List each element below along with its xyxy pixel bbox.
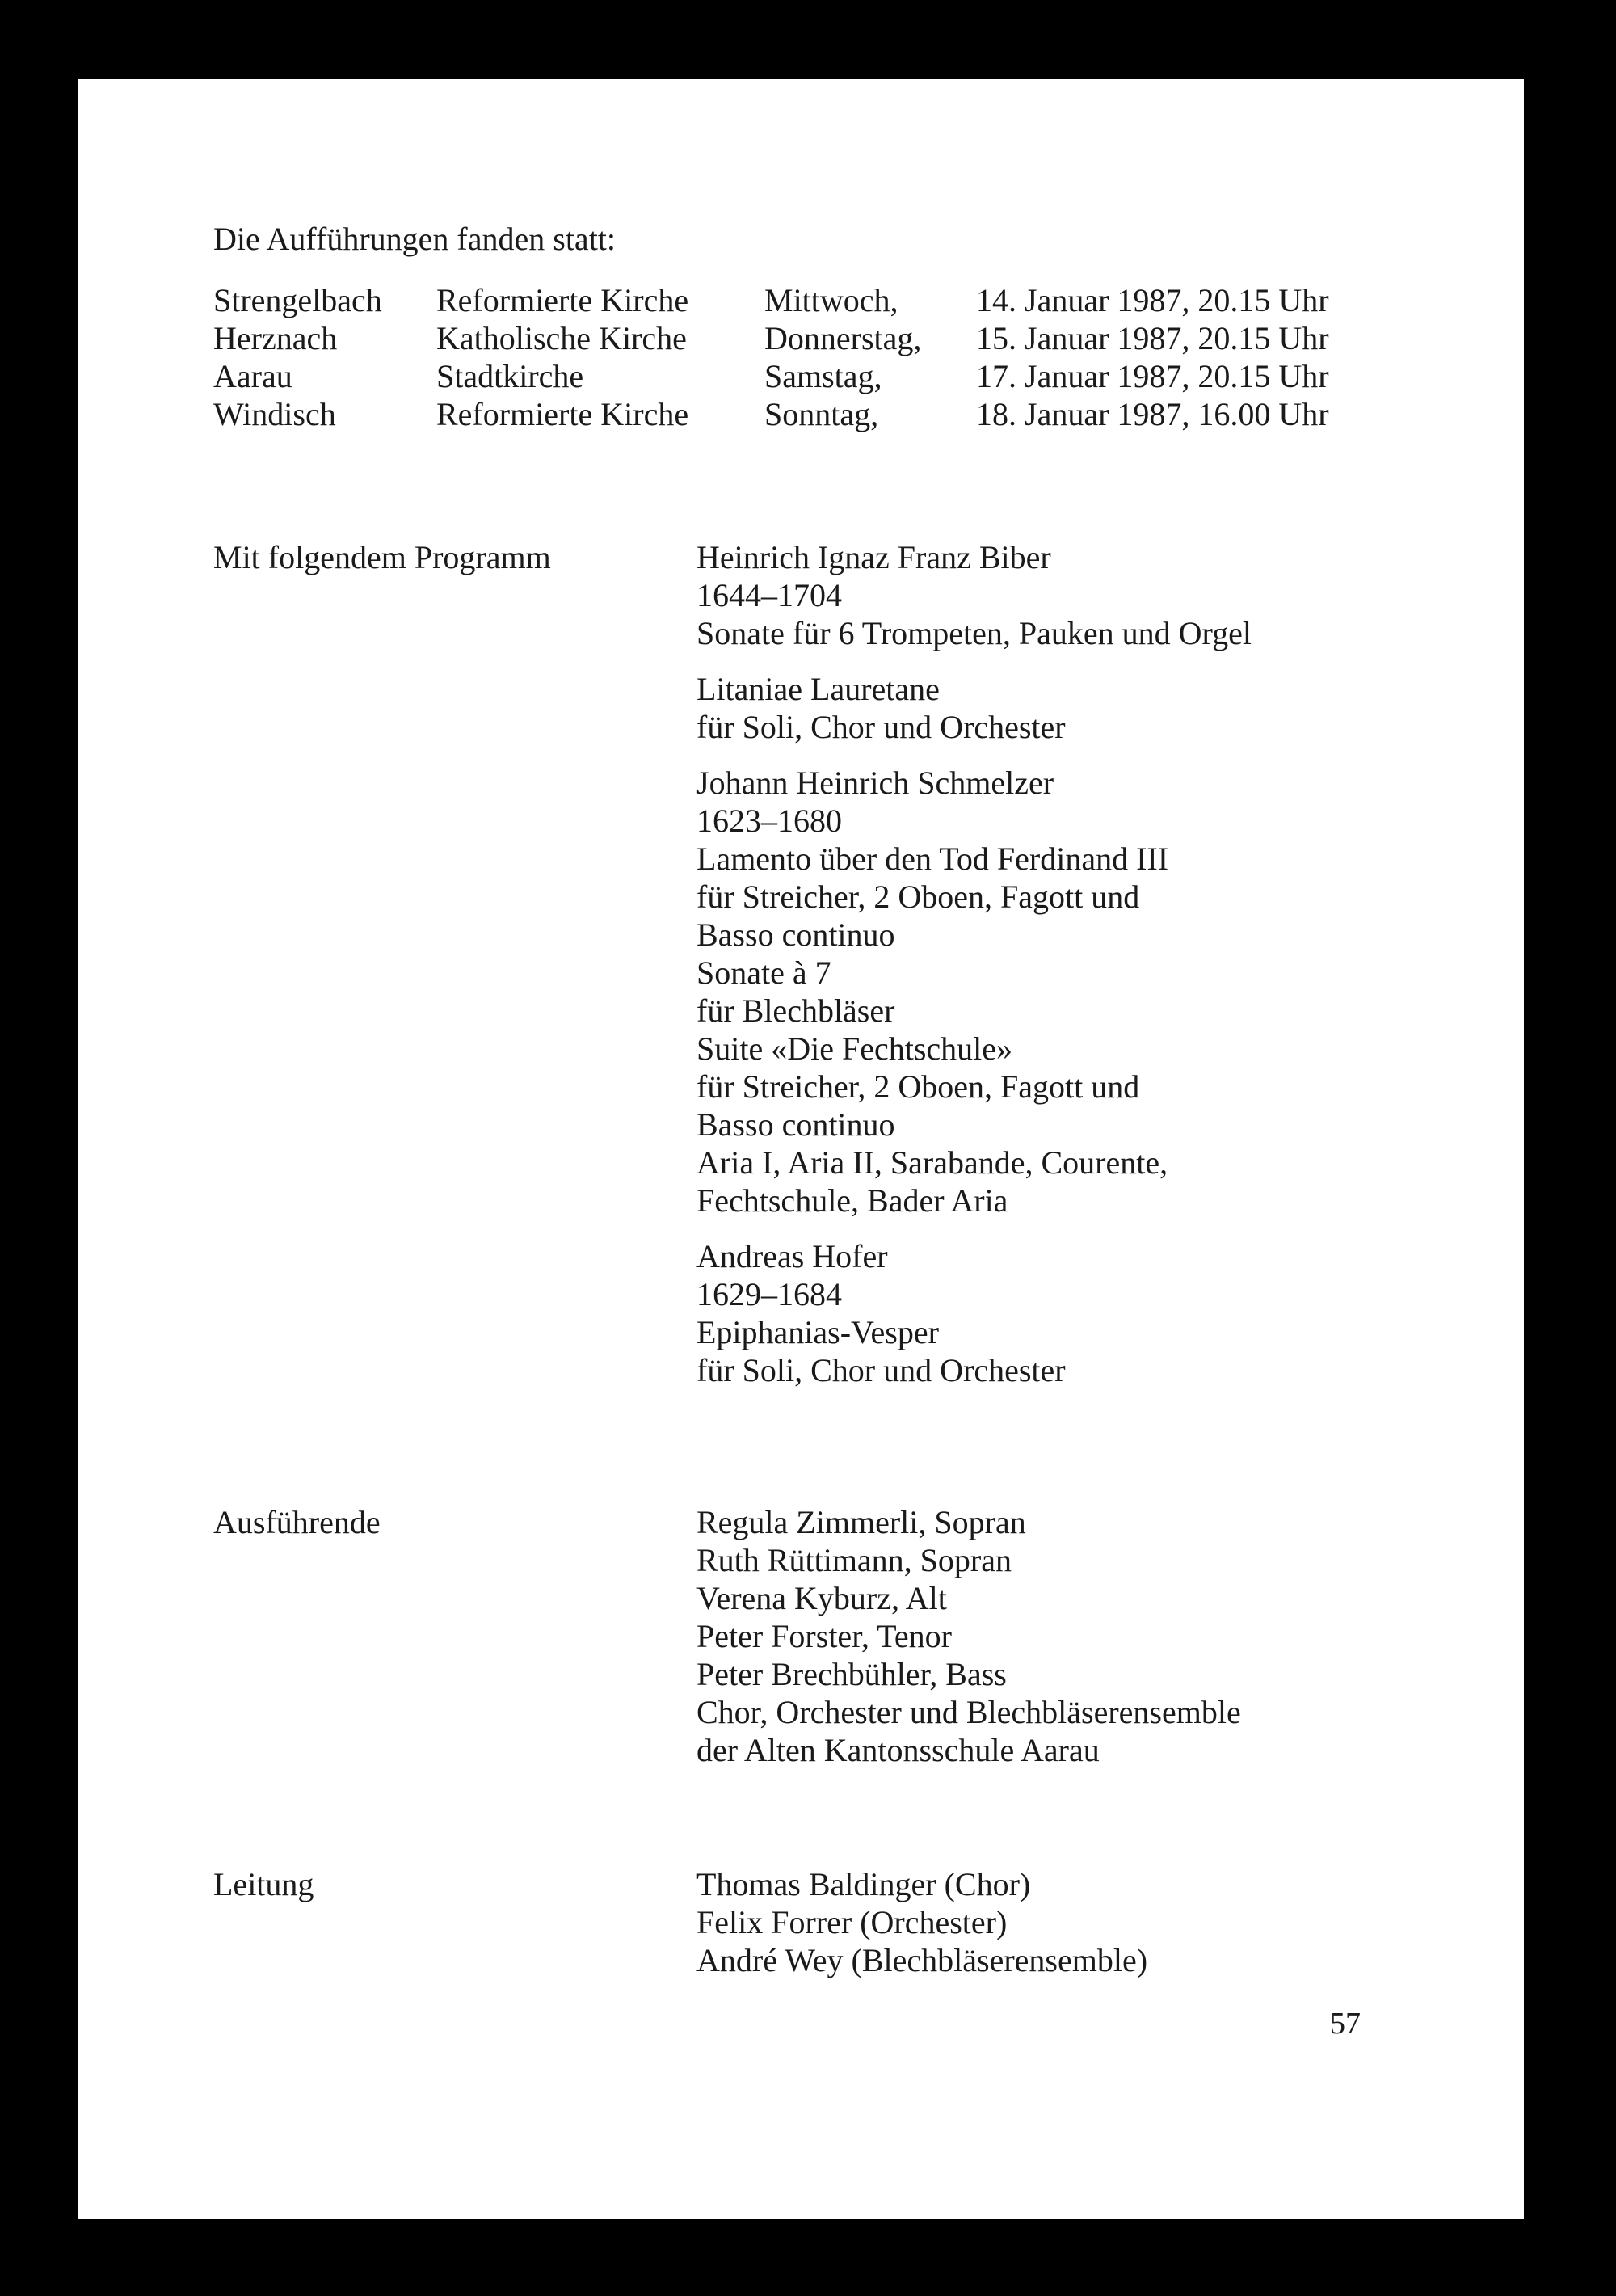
page-number: 57 (1330, 2007, 1361, 2041)
program-list (696, 538, 1252, 1407)
performer-line: Ruth Rüttimann, Sopran (696, 1542, 1012, 1578)
program-line: für Soli, Chor und Orchester (696, 1352, 1066, 1388)
schedule-place: Aarau (213, 358, 292, 394)
performers-list (696, 1503, 1241, 1769)
program-line: Aria I, Aria II, Sarabande, Courente, (696, 1144, 1168, 1181)
performer-line: Chor, Orchester und Blechbläserensemble (696, 1694, 1241, 1730)
program-line: Epiphanias-Vesper (696, 1314, 939, 1350)
performer-line: Peter Forster, Tenor (696, 1618, 952, 1654)
performer-line: Verena Kyburz, Alt (696, 1580, 947, 1616)
program-group (696, 538, 1252, 652)
direction-line: Thomas Baldinger (Chor) (696, 1866, 1031, 1902)
program-line: Heinrich Ignaz Franz Biber (696, 539, 1051, 575)
schedule-date: 18. Januar 1987, 16.00 Uhr (976, 396, 1329, 432)
program-line: Andreas Hofer (696, 1238, 888, 1274)
direction-line: Felix Forrer (Orchester) (696, 1904, 1008, 1940)
direction-label: Leitung (213, 1866, 314, 1902)
table-row (213, 357, 1329, 395)
schedule-day: Donnerstag, (764, 320, 922, 356)
table-row (213, 395, 1329, 433)
performer-line: der Alten Kantonsschule Aarau (696, 1732, 1100, 1768)
direction-line: André Wey (Blechbläserensemble) (696, 1942, 1148, 1978)
schedule-place: Strengelbach (213, 282, 382, 318)
program-line: Fechtschule, Bader Aria (696, 1182, 1008, 1219)
program-line: Lamento über den Tod Ferdinand III (696, 840, 1169, 877)
schedule-place: Herznach (213, 320, 338, 356)
schedule-day: Mittwoch, (764, 282, 898, 318)
program-line: für Soli, Chor und Orchester (696, 709, 1066, 745)
program-line: Suite «Die Fechtschule» (696, 1030, 1013, 1067)
document-page (78, 79, 1524, 2219)
schedule-date: 14. Januar 1987, 20.15 Uhr (976, 282, 1329, 318)
table-row (213, 281, 1329, 319)
schedule-date: 15. Januar 1987, 20.15 Uhr (976, 320, 1329, 356)
schedule-church: Reformierte Kirche (436, 396, 689, 432)
performer-line: Peter Brechbühler, Bass (696, 1656, 1007, 1692)
program-group (696, 764, 1252, 1220)
program-group (696, 670, 1252, 746)
schedule-day: Samstag, (764, 358, 882, 394)
performers-label: Ausführende (213, 1504, 381, 1540)
program-line: 1629–1684 (696, 1276, 842, 1312)
schedule-church: Stadtkirche (436, 358, 584, 394)
schedule-church: Reformierte Kirche (436, 282, 689, 318)
program-line: für Streicher, 2 Oboen, Fagott und (696, 878, 1140, 915)
program-line: Litaniae Lauretane (696, 671, 940, 707)
program-group (696, 1237, 1252, 1389)
program-line: Sonate à 7 (696, 954, 831, 991)
program-line: Johann Heinrich Schmelzer (696, 765, 1054, 801)
program-line: 1623–1680 (696, 803, 842, 839)
schedule-date: 17. Januar 1987, 20.15 Uhr (976, 358, 1329, 394)
program-line: Basso continuo (696, 1106, 895, 1143)
program-line: Basso continuo (696, 916, 895, 953)
program-line: 1644–1704 (696, 577, 842, 613)
program-label: Mit folgendem Programm (213, 539, 551, 575)
intro-text: Die Aufführungen fanden statt: (213, 221, 617, 257)
program-line: für Blechbläser (696, 992, 895, 1029)
table-row (213, 319, 1329, 357)
program-line: für Streicher, 2 Oboen, Fagott und (696, 1068, 1140, 1105)
schedule-church: Katholische Kirche (436, 320, 687, 356)
schedule-place: Windisch (213, 396, 336, 432)
schedule-table (213, 281, 1329, 433)
direction-list (696, 1865, 1147, 1979)
program-line: Sonate für 6 Trompeten, Pauken und Orgel (696, 615, 1252, 651)
performer-line: Regula Zimmerli, Sopran (696, 1504, 1026, 1540)
schedule-day: Sonntag, (764, 396, 879, 432)
